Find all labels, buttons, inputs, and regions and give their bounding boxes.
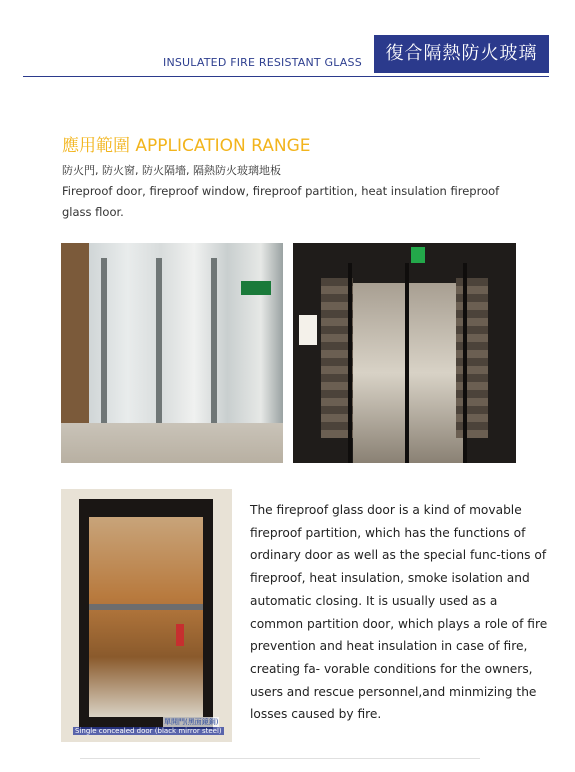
application-cn-text: 防火門, 防火窗, 防火隔墻, 隔熱防火玻璃地板 — [62, 164, 281, 177]
dark-framed-doors-photo — [293, 243, 516, 463]
glass-office-doors-photo — [61, 243, 283, 463]
photo-caption-en: Single concealed door (black mirror steel) — [75, 727, 222, 735]
header-title-en: INSULATED FIRE RESISTANT GLASS — [163, 56, 362, 69]
single-door-photo — [61, 489, 232, 742]
no-smoking-sign-icon — [299, 315, 317, 345]
fire-extinguisher-icon — [176, 624, 184, 646]
header-divider — [23, 76, 549, 77]
footer-divider — [80, 758, 480, 759]
header-title-cn: 復合隔熱防火玻璃 — [374, 35, 549, 73]
exit-sign-icon — [411, 247, 425, 263]
application-en-text: Fireproof door, fireproof window, fireproof partition, heat insulation fireproof glass floor. — [62, 184, 500, 219]
exit-sign-icon — [241, 281, 271, 295]
photo-caption-cn: 單開門(黑面鏡鋼) — [164, 718, 219, 726]
description-paragraph: The fireproof glass door is a kind of movable fireproof partition, which has the functions of ordinary door as well as the special func-tions of fireproof, heat insulation, smoke isolation and automatic closing. It is usually used as a common partition door, which plays a role of fire prevention and heat insulation in case of fire, creating fa- vorable conditions for the owners, users and rescue personnel,and minmizing the losses caused by fire. — [250, 503, 548, 722]
section-title: 應用範圍 APPLICATION RANGE — [62, 136, 311, 156]
